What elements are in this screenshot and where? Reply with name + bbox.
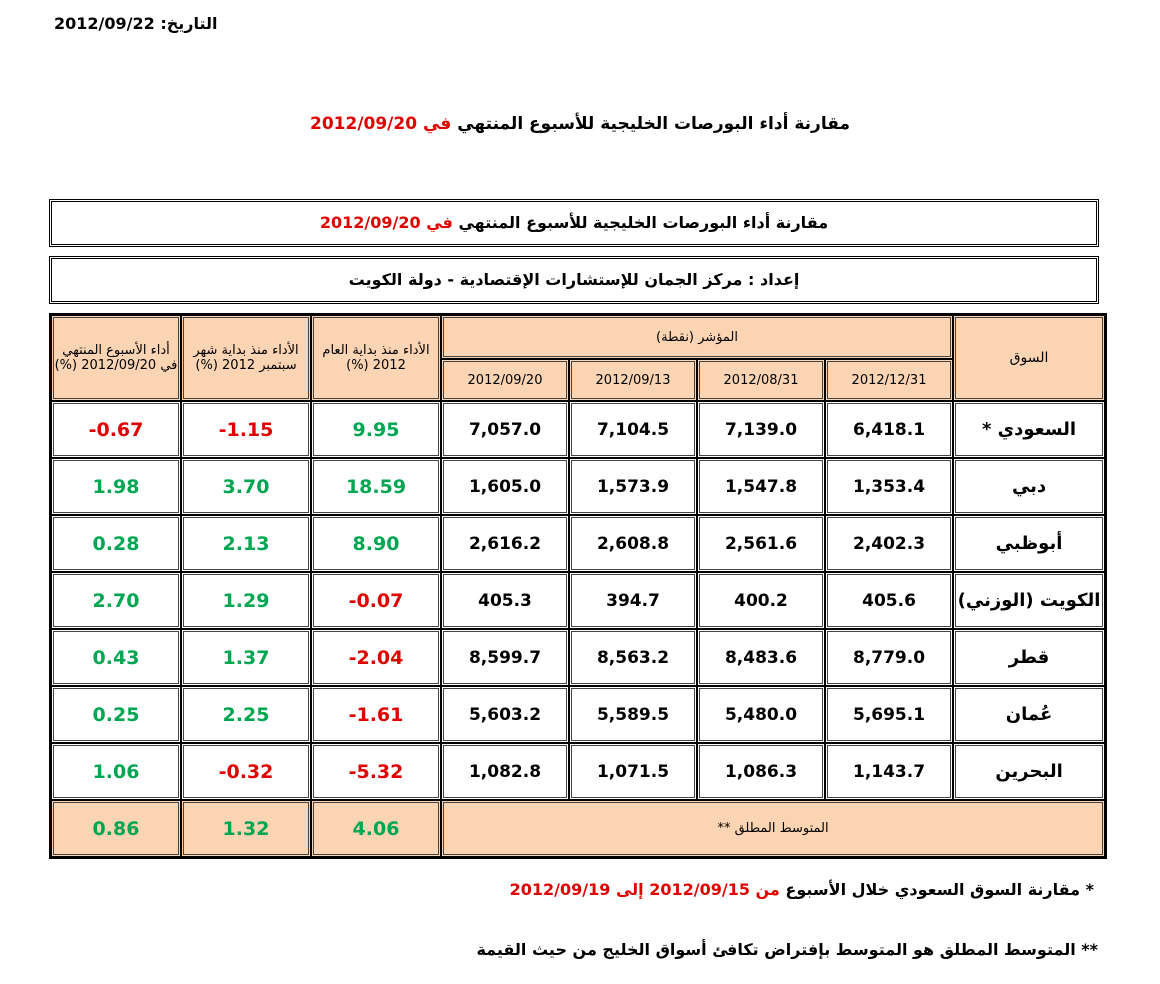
pct-week: 1.98 — [51, 458, 181, 515]
index-value: 8,599.7 — [441, 629, 569, 686]
table-row — [51, 743, 1105, 800]
header-date: 2012/12/31 — [825, 359, 953, 401]
pct-ytd: 18.59 — [311, 458, 441, 515]
index-value: 8,563.2 — [569, 629, 697, 686]
index-value: 7,139.0 — [697, 401, 825, 458]
table-row — [51, 458, 1105, 515]
index-value: 2,608.8 — [569, 515, 697, 572]
market-name: السعودي * — [953, 401, 1105, 458]
note-average: ** المتوسط المطلق هو المتوسط بإفتراض تكافئ أسواق الخليج من حيث القيمة — [476, 940, 1098, 959]
index-value: 6,418.1 — [825, 401, 953, 458]
index-value: 8,483.6 — [697, 629, 825, 686]
index-value: 405.3 — [441, 572, 569, 629]
header-market: السوق — [953, 315, 1105, 401]
market-name: البحرين — [953, 743, 1105, 800]
market-name: دبي — [953, 458, 1105, 515]
average-row — [51, 800, 1105, 857]
prepared-by-box: إعداد : مركز الجمان للإستشارات الإقتصادية - دولة الكويت — [49, 256, 1099, 304]
market-name: قطر — [953, 629, 1105, 686]
table-row — [51, 401, 1105, 458]
header-week: أداء الأسبوع المنتهي في 2012/09/20 (%) — [51, 315, 181, 401]
pct-mtd: 2.25 — [181, 686, 311, 743]
index-value: 1,605.0 — [441, 458, 569, 515]
pct-ytd: -0.07 — [311, 572, 441, 629]
index-value: 8,779.0 — [825, 629, 953, 686]
index-value: 1,071.5 — [569, 743, 697, 800]
performance-table — [49, 313, 1107, 859]
index-value: 1,086.3 — [697, 743, 825, 800]
index-value: 400.2 — [697, 572, 825, 629]
market-name: الكويت (الوزني) — [953, 572, 1105, 629]
average-label: المتوسط المطلق ** — [441, 800, 1105, 857]
pct-week: 0.28 — [51, 515, 181, 572]
header-date: 2012/08/31 — [697, 359, 825, 401]
index-value: 5,480.0 — [697, 686, 825, 743]
header-mtd: الأداء منذ بداية شهر سبتمبر 2012 (%) — [181, 315, 311, 401]
header-index-group: المؤشر (نقطة) — [441, 315, 953, 359]
pct-mtd: 1.37 — [181, 629, 311, 686]
pct-mtd: -1.15 — [181, 401, 311, 458]
pct-mtd: 3.70 — [181, 458, 311, 515]
index-value: 7,104.5 — [569, 401, 697, 458]
index-value: 2,561.6 — [697, 515, 825, 572]
page-title: مقارنة أداء البورصات الخليجية للأسبوع المنتهي في 2012/09/20 — [310, 114, 850, 134]
average-week: 0.86 — [51, 800, 181, 857]
index-value: 5,603.2 — [441, 686, 569, 743]
header-ytd: الأداء منذ بداية العام 2012 (%) — [311, 315, 441, 401]
index-value: 1,143.7 — [825, 743, 953, 800]
index-value: 394.7 — [569, 572, 697, 629]
index-value: 1,547.8 — [697, 458, 825, 515]
pct-week: 0.25 — [51, 686, 181, 743]
index-value: 5,589.5 — [569, 686, 697, 743]
table-row — [51, 629, 1105, 686]
index-value: 1,353.4 — [825, 458, 953, 515]
table-row — [51, 515, 1105, 572]
pct-mtd: 2.13 — [181, 515, 311, 572]
index-value: 7,057.0 — [441, 401, 569, 458]
pct-ytd: 8.90 — [311, 515, 441, 572]
pct-ytd: -2.04 — [311, 629, 441, 686]
pct-ytd: -5.32 — [311, 743, 441, 800]
pct-week: -0.67 — [51, 401, 181, 458]
table-row — [51, 572, 1105, 629]
pct-week: 1.06 — [51, 743, 181, 800]
pct-ytd: 9.95 — [311, 401, 441, 458]
header-date: 2012/09/13 — [569, 359, 697, 401]
note-saudi: * مقارنة السوق السعودي خلال الأسبوع من 2012/09/15 إلى 2012/09/19 — [509, 880, 1094, 899]
index-value: 2,402.3 — [825, 515, 953, 572]
index-value: 5,695.1 — [825, 686, 953, 743]
table-row — [51, 686, 1105, 743]
report-date — [54, 14, 218, 33]
average-ytd: 4.06 — [311, 800, 441, 857]
pct-mtd: -0.32 — [181, 743, 311, 800]
header-date: 2012/09/20 — [441, 359, 569, 401]
index-value: 1,573.9 — [569, 458, 697, 515]
index-value: 2,616.2 — [441, 515, 569, 572]
pct-ytd: -1.61 — [311, 686, 441, 743]
table-body — [51, 401, 1105, 800]
average-mtd: 1.32 — [181, 800, 311, 857]
index-value: 405.6 — [825, 572, 953, 629]
date-value: 2012/09/22 — [54, 14, 155, 33]
pct-mtd: 1.29 — [181, 572, 311, 629]
pct-week: 2.70 — [51, 572, 181, 629]
pct-week: 0.43 — [51, 629, 181, 686]
market-name: عُمان — [953, 686, 1105, 743]
table-title-box: مقارنة أداء البورصات الخليجية للأسبوع المنتهي في 2012/09/20 — [49, 199, 1099, 247]
market-name: أبوظبي — [953, 515, 1105, 572]
index-value: 1,082.8 — [441, 743, 569, 800]
date-label: التاريخ: — [160, 14, 218, 33]
